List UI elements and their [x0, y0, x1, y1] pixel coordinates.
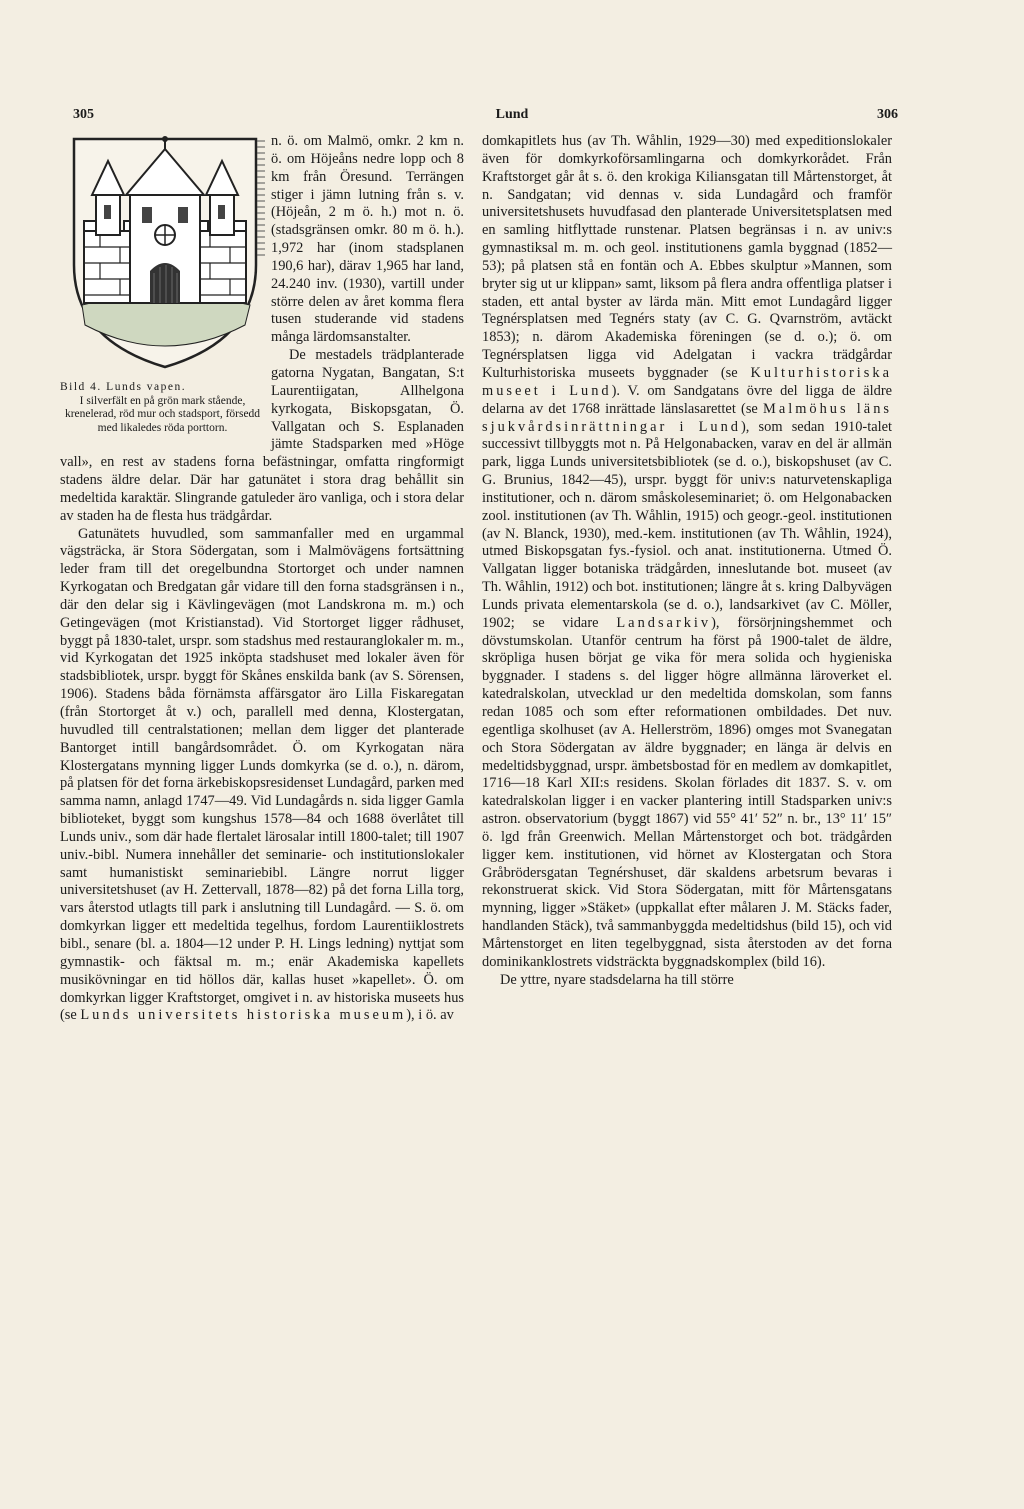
coat-of-arms-icon: [70, 135, 266, 371]
cathedral-area-text-3: ), som sedan 1910-talet successivt tillbyggts mot n. På Helgonabacken, varav en del är allmän park, ligga Lunds universitetsbibliotek (se d. o.), biskopshuset (av C. G. Brunius, 1842—45), urspr. byggt för univ:s naturvetenskapliga institutioner, och n. därom småskoleseminariet; ö. om Helgonabacken zool. institutionen (av Th. Wåhlin, 1915) och geogr.-geol. institutionen (av N. Blanck, 1930), med.-kem. institutionen (av Th. Wåhlin, 1924), utmed Biskopsgatan fys.-fysiol. och anat. institutionerna. Utmed Ö. Vallgatan ligger botaniska trädgården, inneslutande bot. museet (av Th. Wåhlin, 1912) och bot. institutionen; längre åt s. kring Dalbyvägen Lunds privata elementarskola (se d. o.), landsarkivet (av C. Möller, 1902; se vidare: [482, 418, 892, 631]
kulturhistoriska-reference: Kulturhistoriska museet i Lund: [482, 364, 892, 399]
main-street-text: Gatunätets huvudled, som sammanfaller med en urgammal vägsträcka, är Stora Södergatan, som i Malmövägens fortsättning leder fram till det oregelbundna Stortorget och under namnen Kyrkogatan och Bredgatan går vidare till den forna stadsgränsen i n., där den delar sig i Kävlingevägen (mot Landskrona m. m.) och Getingevägen (mot Kristianstad). Vid Stortorget ligger rådhuset, byggt på 1830-talet, urspr. som stadshus med restauranglokaler m. m., vid Kyrkogatan det 1925 inköpta stadshuset med lokaler även för stadsbibliotek, urspr. byggt för Skånes enskilda bank (av S. Sörensen, 1906). Stadens båda förnämsta affärsgator äro Lilla Fiskaregatan (från Stortorget åt v.) och, parallell med denna, Klostergatan, huvudled till centralstationen; mellan dem ligger det planterade Bantorget intill bangårdsområdet. Ö. om Kyrkogatan nära Klostergatans mynning ligger Lunds domkyrka (se d. o.), n. därom, på platsen för det forna ärkebiskopsresidenset Lundagård, parken med samma namn, anlagd 1747—49. Vid Lundagårds n. sida ligger Gamla biblioteket, byggt som kungshus 1578—84 och 1688 överlåtet till Lunds univ., som där hade flertalet lärosalar intill 1800-talet; till 1907 univ.-bibl. Numera innehåller det seminarie- och institutionslokaler samt humanistiskt seminariebibl. Längre norrut ligger universitetshuset (av H. Zettervall, 1878—82) på det forna Lilla torg, vars återstod utlagts till park i anslutning till Lundagård. — S. ö. om domkyrkan ligger ett medeltida tegelhus, fordom Laurentiiklostrets bibl., senare (bl. a. 1804—12 under P. H. Lings ledning) nyttjat som gymnastik- och fäktsal m. m.; enär Akademiska kapellets musikövningar en tid höllos där, kallas huset »kapellet». Ö. om domkyrkan ligger Kraftstorget, omgivet i n. av historiska museets hus (se: [60, 525, 464, 1024]
paragraph-intro: n. ö. om Malmö, omkr. 2 km n. ö. om Höjeåns nedre lopp och 8 km från Öresund. Terrängen stiger i jämn lutning från s. v. (Höjeån, 2 m ö. h.) mot n. ö. (stadsgränsen omkr. 80 m ö. h.). 1,972 har (inom stadsplanen 190,6 har), därav 1,965 har land, 24.240 inv. (1930), vartill under större delen av året komma flera tusen studerande vid stadens många lärdomsanstalter.: [271, 133, 464, 346]
right-column: [482, 133, 892, 990]
cathedral-area-text-4: ), försörjningshemmet och dövstumskolan. Utanför centrum ha först på 1900-talet de äldre, skröpliga husen börjat ge vika för mera solida och hygieniska byggnader. I stadens s. del ligger högre allmänna läroverket el. katedralskolan, utvecklad ur den medeltida domskolan, som fanns redan 1085 och som efter reformationen ombildades. Det nuv. egentliga skolhuset (av A. Hellerström, 1896) omges mot Svanegatan och Stora Södergatan av äldre byggnader; en länga är delvis en medeltidsbyggnad, urspr. ämbetsbostad för en medlem av domkapitlet, 1716—18 Karl XII:s residens. Skolan förlades dit 1837. S. v. om katedralskolan ligger i en vacker plantering intill Stadsparken univ:s astron. observatorium (byggt 1867) vid 55° 41′ 52″ n. br., 13° 11′ 15″ ö. lgd från Greenwich. Mellan Mårtenstorget och bot. trädgården ligger kem. institutionen, vid hörnet av Klostergatan och Stora Gråbrödersgatan Tegnérshuset, där skaldens arbetsrum bevaras i rekonstruerat skick. Vid Stora Södergatan, mitt för Mårtensgatans mynning, ligger »Stäket» (uppkallat efter målaren J. M. Stäcks fader, handlanden Stäck), två sammanbyggda medeltidshus (bild 15), och vid Mårtenstorget en liten tegelbyggnad, sista återstoden av det forna dominikanklostrets vidsträckta byggnadskomplex (bild 16).: [482, 614, 892, 970]
figure-coat-of-arms: [60, 133, 265, 435]
paragraph-outer-districts: De yttre, nyare stadsdelarna ha till större: [500, 971, 734, 988]
figure-label: Bild 4. Lunds vapen.: [60, 381, 187, 393]
running-title: Lund: [495, 107, 529, 122]
main-street-end: ), i ö. av: [406, 1007, 454, 1024]
landsarkiv-reference: Landsarkiv: [616, 614, 712, 631]
cathedral-area-text-1: domkapitlets hus (av Th. Wåhlin, 1929—30) med expeditionslokaler även för domkyrkoförsamlingarna och domkyrkorådet. Från Kraftstorget går åt s. ö. den krokiga Kiliansgatan till Mårtenstorget, åt n. Sandgatan; vid dennas v. sida Lundagård och framför universitetshusets huvudfasad den planterade Universitetsplatsen med en samling hitflyttade runstenar. Platsen begränsas i n. av univ:s gymnastiksal m. m. och geol. institutionens gamla byggnad (1852—53); på platsen stå en fontän och A. Ebbes skulptur »Mannen, som bryter sig ut ur klippan» samt, liksom på flera andra offentliga platser i staden, ett antal byster av lärda män. Mitt emot Lundagård ligger Tegnérsplatsen med Tegnérs staty (av C. G. Qvarnström, avtäckt 1853); n. därom Akademiska föreningen (se d. o.); ö. om Tegnérsplatsen ligga vid Adelgatan i vackra trädgårdar Kulturhistoriska museets byggnader (se: [482, 133, 892, 381]
figure-caption: I silverfält en på grön mark stående, krenelerad, röd mur och stadsport, försedd med likaledes röda porttorn.: [64, 394, 261, 434]
left-column: [60, 133, 464, 1025]
page-number-left: 305: [73, 107, 94, 122]
hospital-reference: Malmöhus läns sjukvårdsinrättningar i Lund: [482, 400, 892, 435]
museum-reference: Lunds universitets historiska museum: [80, 1007, 407, 1024]
paragraph-cathedral-area: [482, 133, 892, 972]
paragraph-streets: De mestadels trädplanterade gatorna Nygatan, Bangatan, S:t Laurentiigatan, Allhelgona kyrkogata, Biskopsgatan, Ö. Vallgatan och S. Esplanaden jämte Stadsparken med »Höge vall», en rest av stadens forna befästningar, omfatta ringformigt stadens äldre delar. Där har gatunätet i stora drag behållit sin medeltida karaktär. Slingrande gatuleder äro vanliga, och i stora delar av staden ha de flesta hus trädgårdar.: [60, 347, 464, 524]
page-number-right: 306: [877, 107, 898, 122]
cathedral-area-text-2: ). V. om Sandgatans övre del ligga de äldre delarna av det 1768 inrättade länslasarettet (se: [482, 382, 892, 417]
paragraph-main-street: [60, 526, 464, 1026]
